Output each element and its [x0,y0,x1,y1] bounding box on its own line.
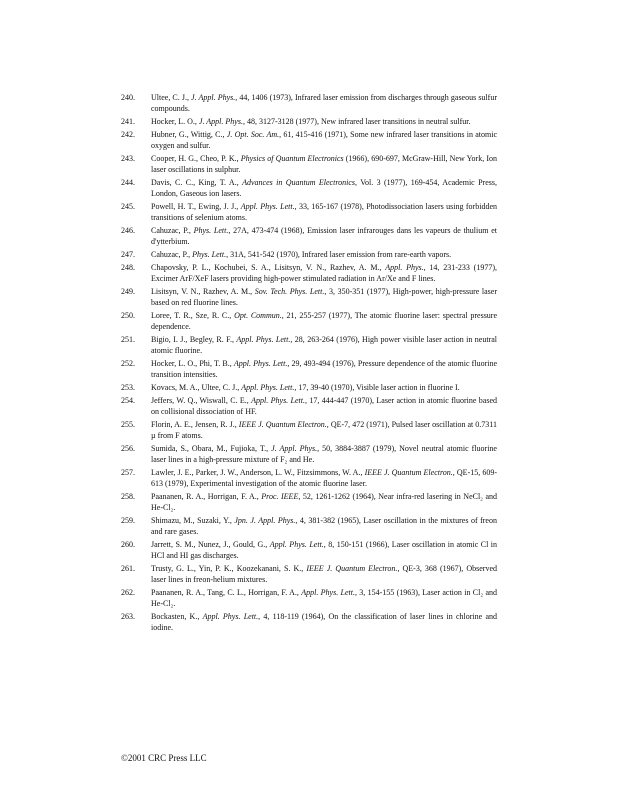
reference-authors: Kovacs, M. A., Ultee, C. J., [151,383,242,392]
reference-journal: Appl. Phys. Lett. [233,359,288,368]
reference-journal: J. Appl. Phys. [191,93,236,102]
reference-details: , 4, 381-382 (1965), Laser oscillation in the mixtures of freon and rare gases. [151,516,497,536]
reference-details: , 61, 415-416 (1971), Some new infrared laser transitions in atomic oxygen and sulfur. [151,130,497,150]
reference-entry [121,382,497,393]
reference-authors: Lawler, J. E., Parker, J. W., Anderson, L. W., Fitzsimmons, W. A., [151,468,365,477]
reference-journal: Phys. Lett. [193,226,229,235]
reference-details: , Vol. 3 (1977), 169-454, Academic Press, London, Gaseous ion lasers. [151,178,497,198]
reference-entry [121,467,497,489]
reference-entry [121,395,497,417]
copyright-footer: ©2001 CRC Press LLC [121,753,207,763]
reference-authors: Cooper, H. G., Cheo, P. K., [151,154,241,163]
reference-details: , 4, 118-119 (1964), On the classification of laser lines in chlorine and iodine. [151,612,497,632]
reference-number: 242. [121,130,135,139]
reference-authors: Paananen, R. A., Horrigan, F. A., [151,492,262,501]
reference-entry [121,129,497,151]
reference-entry [121,153,497,175]
reference-number: 241. [121,117,135,126]
reference-entry [121,310,497,332]
reference-authors: Bigio, I. J., Begley, R. F., [151,335,237,344]
reference-authors: Lisitsyn, V. N., Razhev, A. M., [151,287,255,296]
reference-text [151,358,497,380]
reference-details: , QE-7, 472 (1971), Pulsed laser oscillation at 0.7311 µ from F atoms. [151,420,497,440]
reference-journal: Phys. Lett. [192,250,227,259]
reference-authors: Cahuzac, P., [151,226,194,235]
reference-number: 249. [121,287,135,296]
reference-journal: Advances in Quantum Electronics [242,178,356,187]
reference-entry [121,491,497,513]
reference-details: , 33, 165-167 (1978), Photodissociation lasers using forbidden transitions of selenium atoms. [151,202,497,222]
reference-entry [121,358,497,380]
reference-number: 250. [121,311,135,320]
reference-number: 252. [121,359,135,368]
reference-details: , 44, 1406 (1973), Infrared laser emission from discharges through gaseous sulfur compounds. [151,93,497,113]
reference-text [151,177,497,199]
reference-details: , 27A, 473-474 (1968), Emission laser infrarouges dans les vapeurs de thulium et d'ytterbium. [151,226,497,246]
reference-authors: Cahuzac, P., [151,250,193,259]
reference-number: 255. [121,420,135,429]
reference-journal: Appl. Phys. Lett. [251,396,305,405]
reference-journal: J. Appl. Phys. [271,444,318,453]
reference-text [151,443,497,465]
reference-journal: Appl. Phys. Lett. [241,383,295,392]
reference-text [151,262,497,284]
reference-text [151,286,497,308]
reference-number: 248. [121,263,135,272]
reference-number: 240. [121,93,135,102]
reference-entry [121,539,497,561]
reference-entry [121,587,497,609]
reference-number: 243. [121,154,135,163]
reference-number: 260. [121,540,135,549]
reference-details: , QE-15, 609-613 (1979), Experimental investigation of the atomic fluorine laser. [151,468,498,488]
reference-text [151,249,497,260]
reference-journal: Appl. Phys. Lett. [240,202,295,211]
reference-number: 246. [121,226,135,235]
reference-details: , 8, 150-151 (1966), Laser oscillation in atomic Cl in HCl and HI gas discharges. [151,540,498,560]
reference-authors: Hubner, G., Wittig, C., [151,130,227,139]
reference-authors: Florin, A. E., Jensen, R. J., [151,420,239,429]
reference-number: 258. [121,492,135,501]
reference-authors: Jarrett, S. M., Nunez, J., Gould, G., [151,540,270,549]
reference-text [151,382,497,393]
reference-details: , 17, 39-40 (1970), Visible laser action in fluorine I. [294,383,460,392]
reference-authors: Shimazu, M., Suzaki, Y., [151,516,235,525]
reference-text [151,467,497,489]
reference-journal: Sov. Tech. Phys. Lett. [254,287,325,296]
reference-number: 244. [121,178,135,187]
reference-details: (1966), 690-697, McGraw-Hill, New York, Ion laser oscillations in sulphur. [151,154,498,174]
reference-authors: Powell, H. T., Ewing, J. J., [151,202,241,211]
reference-number: 256. [121,444,135,453]
reference-list [121,92,497,635]
reference-number: 257. [121,468,135,477]
reference-entry [121,563,497,585]
reference-details: , 17, 444-447 (1970), Laser action in atomic fluorine based on collisional dissociation of HF. [151,396,497,416]
reference-text [151,539,497,561]
reference-text [151,334,497,356]
reference-number: 261. [121,564,135,573]
reference-entry [121,225,497,247]
reference-entry [121,201,497,223]
reference-text [151,395,497,417]
reference-journal: Appl. Phys. [385,263,424,272]
reference-details: , 3, 350-351 (1977), High-power, high-pressure laser based on red fluorine lines. [151,287,497,307]
reference-journal: IEEE J. Quantum Electron. [238,420,327,429]
reference-authors: Jeffers, W. Q., Wiswall, C. E., [151,396,252,405]
reference-journal: Appl. Phys. Lett. [301,588,355,597]
reference-authors: Hocker, L. O., [151,117,199,126]
reference-number: 262. [121,588,135,597]
reference-authors: Loree, T. R., Sze, R. C., [151,311,235,320]
reference-journal: Appl. Phys. Lett. [202,612,259,621]
reference-journal: Jpn. J. Appl. Phys. [234,516,296,525]
reference-entry [121,249,497,260]
reference-text [151,129,497,151]
reference-journal: IEEE J. Quantum Electron. [364,468,453,477]
reference-details: , 14, 231-233 (1977), Excimer ArF/XeF lasers providing high-power stimulated radiation in Ar/Xe and F lines. [151,263,497,283]
reference-details: , 31A, 541-542 (1970), Infrared laser emission from rare-earth vapors. [226,250,452,259]
reference-authors: Bockasten, K., [151,612,203,621]
reference-journal: Proc. IEEE [261,492,299,501]
reference-details: , 21, 255-257 (1977), The atomic fluorine laser: spectral pressure dependence. [151,311,498,331]
reference-entry [121,116,497,127]
reference-journal: IEEE J. Quantum Electron. [306,564,398,573]
reference-authors: Sumida, S., Obara, M., Fujioka, T., [151,444,272,453]
reference-text [151,116,497,127]
reference-text [151,201,497,223]
reference-authors: Paananen, R. A., Tang, C. L., Horrigan, F. A., [151,588,302,597]
reference-entry [121,262,497,284]
reference-text [151,225,497,247]
reference-authors: Davis, C. C., King, T. A., [151,178,243,187]
reference-entry [121,515,497,537]
reference-authors: Chapovsky, P. L., Kochubei, S. A., Lisitsyn, V. N., Razhev, A. M., [151,263,386,272]
reference-details: , 28, 263-264 (1976), High power visible laser action in neutral atomic fluorine. [151,335,498,355]
reference-text [151,153,497,175]
reference-text [151,92,497,114]
reference-text [151,587,497,609]
reference-details: , 29, 493-494 (1976), Pressure dependence of the atomic fluorine transition intensities. [151,359,498,379]
reference-details: , 50, 3884-3887 (1979), Novel neutral atomic fluorine laser lines in a high-pressure mixture of F₂ and He. [151,444,497,464]
reference-journal: J. Appl. Phys. [198,117,243,126]
reference-entry [121,177,497,199]
reference-text [151,310,497,332]
reference-details: , 48, 3127-3128 (1977), New infrared laser transitions in neutral sulfur. [242,117,471,126]
reference-entry [121,419,497,441]
reference-text [151,563,497,585]
reference-number: 253. [121,383,135,392]
reference-details: , 3, 154-155 (1963), Laser action in Cl₂ and He-Cl₂. [151,588,497,608]
reference-entry [121,611,497,633]
reference-text [151,419,497,441]
reference-journal: Appl. Phys. Lett. [236,335,291,344]
reference-text [151,611,497,633]
reference-text [151,515,497,537]
reference-number: 251. [121,335,135,344]
reference-journal: Opt. Commun. [234,311,282,320]
reference-entry [121,286,497,308]
reference-number: 247. [121,250,135,259]
reference-entry [121,334,497,356]
reference-details: , QE-3, 368 (1967), Observed laser lines in freon-helium mixtures. [151,564,497,584]
reference-journal: Appl. Phys. Lett. [269,540,324,549]
reference-authors: Trusty, G. L., Yin, P. K., Koozekanani, S. K., [151,564,307,573]
reference-details: , 52, 1261-1262 (1964), Near infra-red lasering in NeCl₂ and He-Cl₂. [151,492,498,512]
reference-journal: Physics of Quantum Electronics [240,154,344,163]
reference-text [151,491,497,513]
reference-number: 263. [121,612,135,621]
reference-journal: J. Opt. Soc. Am. [226,130,280,139]
reference-authors: Ultee, C. J., [151,93,192,102]
reference-entry [121,443,497,465]
reference-authors: Hocker, L. O., Phi, T. B., [151,359,234,368]
reference-number: 254. [121,396,135,405]
reference-entry [121,92,497,114]
reference-number: 259. [121,516,135,525]
reference-number: 245. [121,202,135,211]
